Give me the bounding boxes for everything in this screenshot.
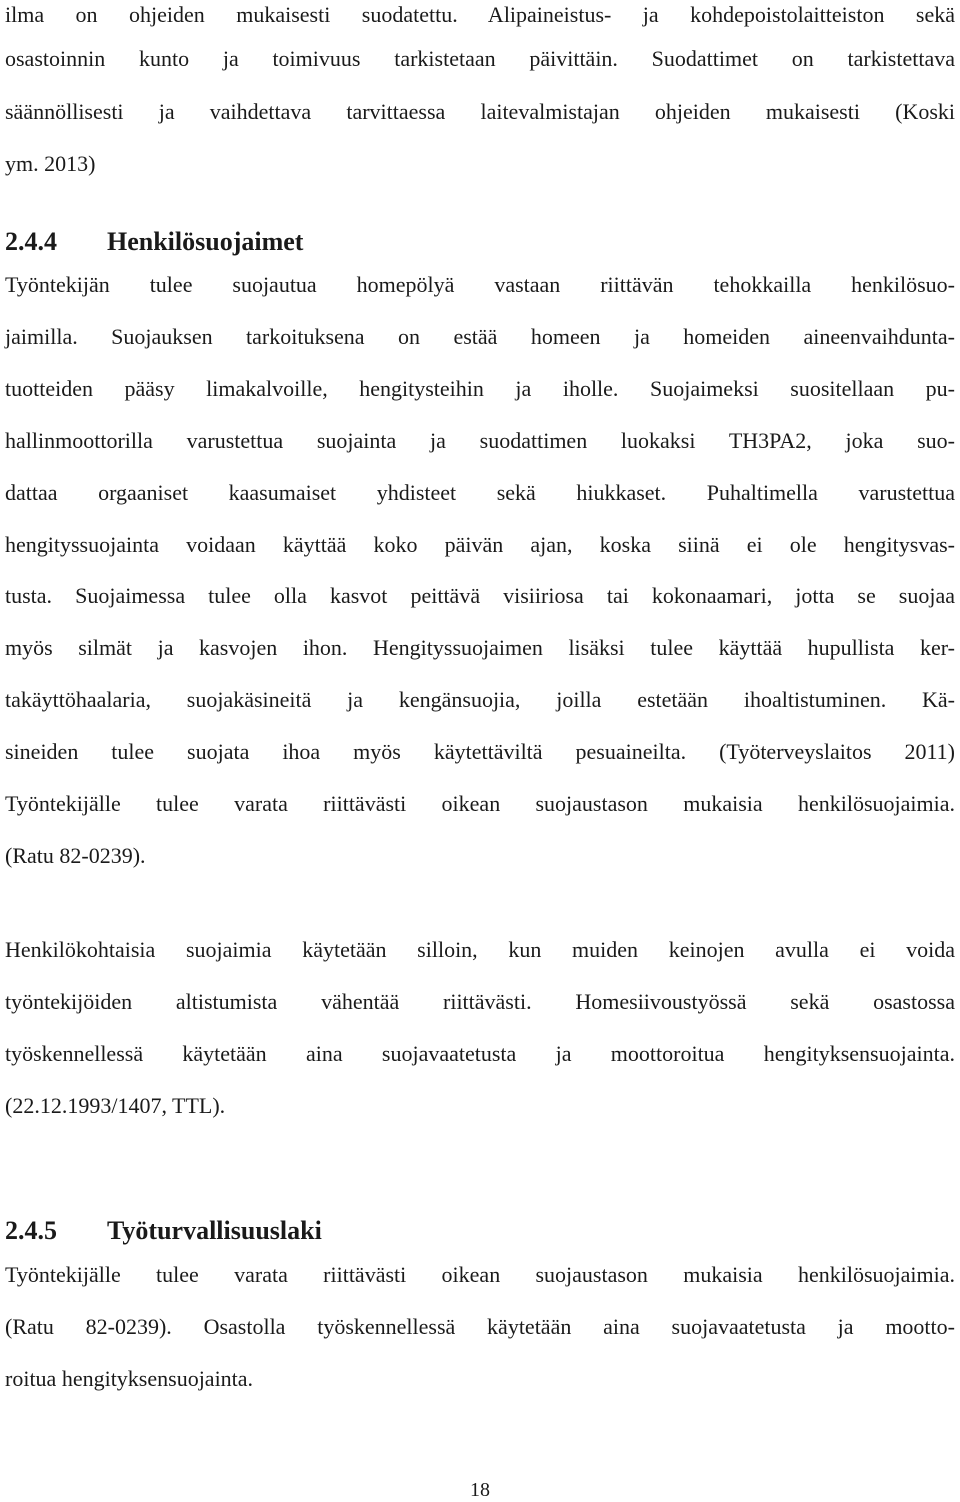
intro-line: ilma on ohjeiden mukaisesti suodatettu. Alipaineistus- ja kohdepoistolaitteiston sekä — [5, 2, 955, 27]
paragraph-line: dattaa orgaaniset kaasumaiset yhdisteet sekä hiukkaset. Puhaltimella varustettua — [5, 480, 955, 505]
paragraph-line: sineiden tulee suojata ihoa myös käytettäviltä pesuaineilta. (Työterveyslaitos 2011) — [5, 739, 955, 764]
intro-line: osastoinnin kunto ja toimivuus tarkistetaan päivittäin. Suodattimet on tarkistettava — [5, 46, 955, 71]
paragraph-line: jaimilla. Suojauksen tarkoituksena on estää homeen ja homeiden aineenvaihdunta- — [5, 324, 955, 349]
section-heading — [5, 1215, 322, 1247]
section-number: 2.4.4 — [5, 227, 57, 256]
paragraph-line: hallinmoottorilla varustettua suojainta ja suodattimen luokaksi TH3PA2, joka suo- — [5, 428, 955, 453]
paragraph-line: tuotteiden pääsy limakalvoille, hengitysteihin ja iholle. Suojaimeksi suositellaan pu- — [5, 376, 955, 401]
paragraph-line: roitua hengityksensuojainta. — [5, 1366, 254, 1391]
paragraph-line: (Ratu 82-0239). — [5, 843, 146, 868]
paragraph-line: myös silmät ja kasvojen ihon. Hengityssuojaimen lisäksi tulee käyttää hupullista ker- — [5, 635, 955, 660]
page-number: 18 — [470, 1479, 490, 1501]
paragraph-line: Työntekijälle tulee varata riittävästi oikean suojaustason mukaisia henkilösuojaimia. — [5, 1262, 955, 1287]
paragraph-line: (Ratu 82-0239). Osastolla työskennellessä käytetään aina suojavaatetusta ja mootto- — [5, 1314, 955, 1339]
intro-line: säännöllisesti ja vaihdettava tarvittaessa laitevalmistajan ohjeiden mukaisesti (Koski — [5, 99, 955, 124]
paragraph-line: työntekijöiden altistumista vähentää riittävästi. Homesiivoustyössä sekä osastossa — [5, 989, 955, 1014]
section-heading — [5, 226, 303, 258]
paragraph-line: takäyttöhaalaria, suojakäsineitä ja kengänsuojia, joilla estetään ihoaltistuminen. Kä- — [5, 687, 955, 712]
section-title: Henkilösuojaimet — [107, 227, 304, 256]
section-title: Työturvallisuuslaki — [107, 1216, 322, 1245]
intro-line: ym. 2013) — [5, 151, 96, 176]
paragraph-line: hengityssuojainta voidaan käyttää koko päivän ajan, koska siinä ei ole hengitysvas- — [5, 532, 955, 557]
paragraph-line: tusta. Suojaimessa tulee olla kasvot peittävä visiiriosa tai kokonaamari, jotta se suojaa — [5, 583, 955, 608]
section-number: 2.4.5 — [5, 1216, 57, 1245]
paragraph-line: työskennellessä käytetään aina suojavaatetusta ja moottoroitua hengityksensuojainta. — [5, 1041, 955, 1066]
paragraph-line: (22.12.1993/1407, TTL). — [5, 1093, 226, 1118]
paragraph-line: Henkilökohtaisia suojaimia käytetään silloin, kun muiden keinojen avulla ei voida — [5, 937, 955, 962]
paragraph-line: Työntekijän tulee suojautua homepölyä vastaan riittävän tehokkailla henkilösuo- — [5, 272, 955, 297]
paragraph-line: Työntekijälle tulee varata riittävästi oikean suojaustason mukaisia henkilösuojaimia. — [5, 791, 955, 816]
